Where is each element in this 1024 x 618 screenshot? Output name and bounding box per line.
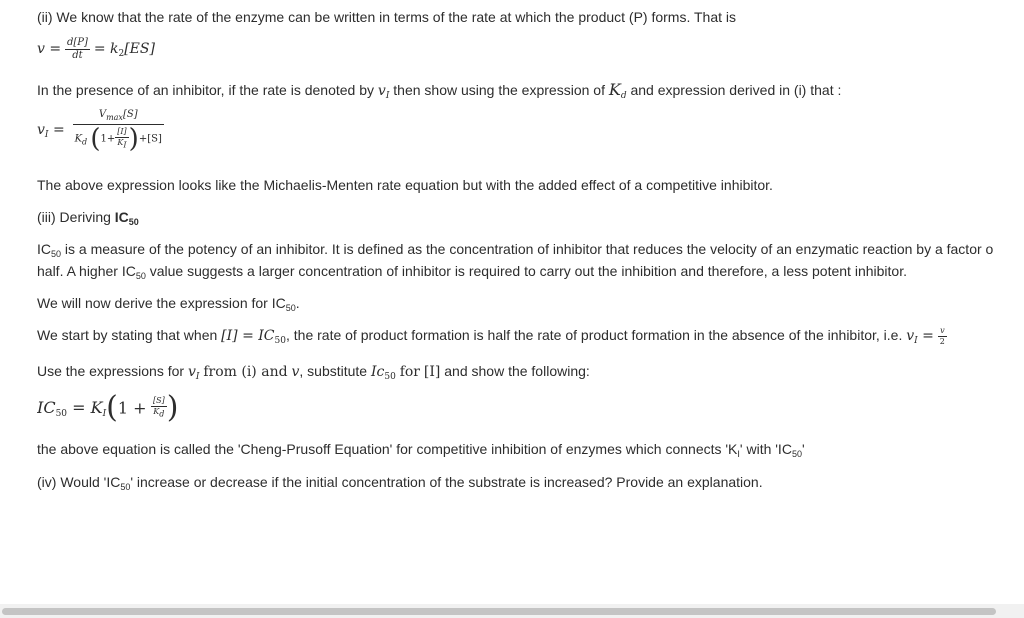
- half-rate-equation: $v_I$ =: [906, 328, 934, 347]
- start-sentence: We start by stating that when $[I] = IC_{50}$, the rate of product formation is half the rate of product formation in the absence of the inhibitor, i.e. $v_I$ = $\frac{v}{2}$: [37, 326, 945, 347]
- start-equation: $[I] = IC_{50}$: [221, 328, 286, 347]
- horizontal-scrollbar[interactable]: [0, 604, 1024, 618]
- vi-fraction: [73, 110, 164, 152]
- part-iv-question: (iv) Would '$IC_{50}$' increase or decrease if the initial concentration of the substrate is increased? Provide an explanation.: [37, 474, 763, 492]
- v-over-2-fraction: $\frac{v}{2}$: [939, 326, 945, 346]
- scrollbar-thumb[interactable]: [2, 608, 996, 615]
- ic50-definition-line-1: $IC_{50}$ is a measure of the potency of an inhibitor. It is defined as the concentration of inhibitor that reduces the velocity of an enzymatic reaction by a factor o: [37, 241, 994, 259]
- part-iii-heading: (iii) Deriving $IC_{50}$: [37, 209, 139, 227]
- part-ii-intro-text: (ii) We know that the rate of the enzyme can be written in terms of the rate at which the product (P) forms. That is: [37, 9, 737, 25]
- rate-equation: [37, 38, 155, 61]
- rate-rhs: = $k_2[ES]$: [93, 41, 155, 60]
- part-ii-intro: [37, 9, 736, 25]
- cheng-prusoff-sentence: the above equation is called the 'Cheng-Prusoff Equation' for competitive inhibition of enzymes which connects '$K_I$' with '$IC_{50}$': [37, 441, 805, 459]
- vi-denominator: $K_d$ (1+ $\frac{[I]}{K_I}$ )+[S]: [74, 124, 162, 154]
- cheng-prusoff-equation: $IC_{50} = K_I(1$ + $\frac{[S]}{K_d}$ ): [37, 390, 179, 425]
- rate-lhs: v =: [37, 41, 62, 58]
- dt-denominator: dt: [72, 50, 83, 61]
- vmax-numerator: $V_{max}[S]$: [73, 110, 164, 125]
- kd-variable: $K_d$: [608, 80, 627, 101]
- vi-equation: [37, 110, 164, 152]
- document-content: [37, 0, 1024, 600]
- i-over-ki-fraction: $\frac{[I]}{K_I}$: [117, 127, 127, 150]
- s-over-kd-fraction: $\frac{[S]}{K_d}$: [152, 396, 165, 419]
- inhibitor-sentence: In the presence of an inhibitor, if the rate is denoted by $v_I$ then show using the expression of $K_d$ and expression derived in (i) that :: [37, 80, 842, 101]
- use-sentence: Use the expressions for $v_I$ from (i) and v, substitute $Ic_{50}$ for [I] and show the following:: [37, 363, 590, 382]
- vi-lhs: $v_I$ =: [37, 122, 65, 140]
- dp-numerator: d[P]: [66, 37, 88, 48]
- ic50-definition-line-2: half. A higher $IC_{50}$ value suggests a larger concentration of inhibitor is required to carry out the inhibition and therefore, a less potent inhibitor.: [37, 263, 907, 281]
- dp-dt-fraction: [65, 38, 90, 61]
- vi-variable: $v_I$: [377, 83, 390, 101]
- derive-sentence: We will now derive the expression for $IC_{50}$.: [37, 295, 300, 313]
- michaelis-conclusion: The above expression looks like the Michaelis-Menten rate equation but with the added effect of a competitive inhibitor.: [37, 177, 773, 193]
